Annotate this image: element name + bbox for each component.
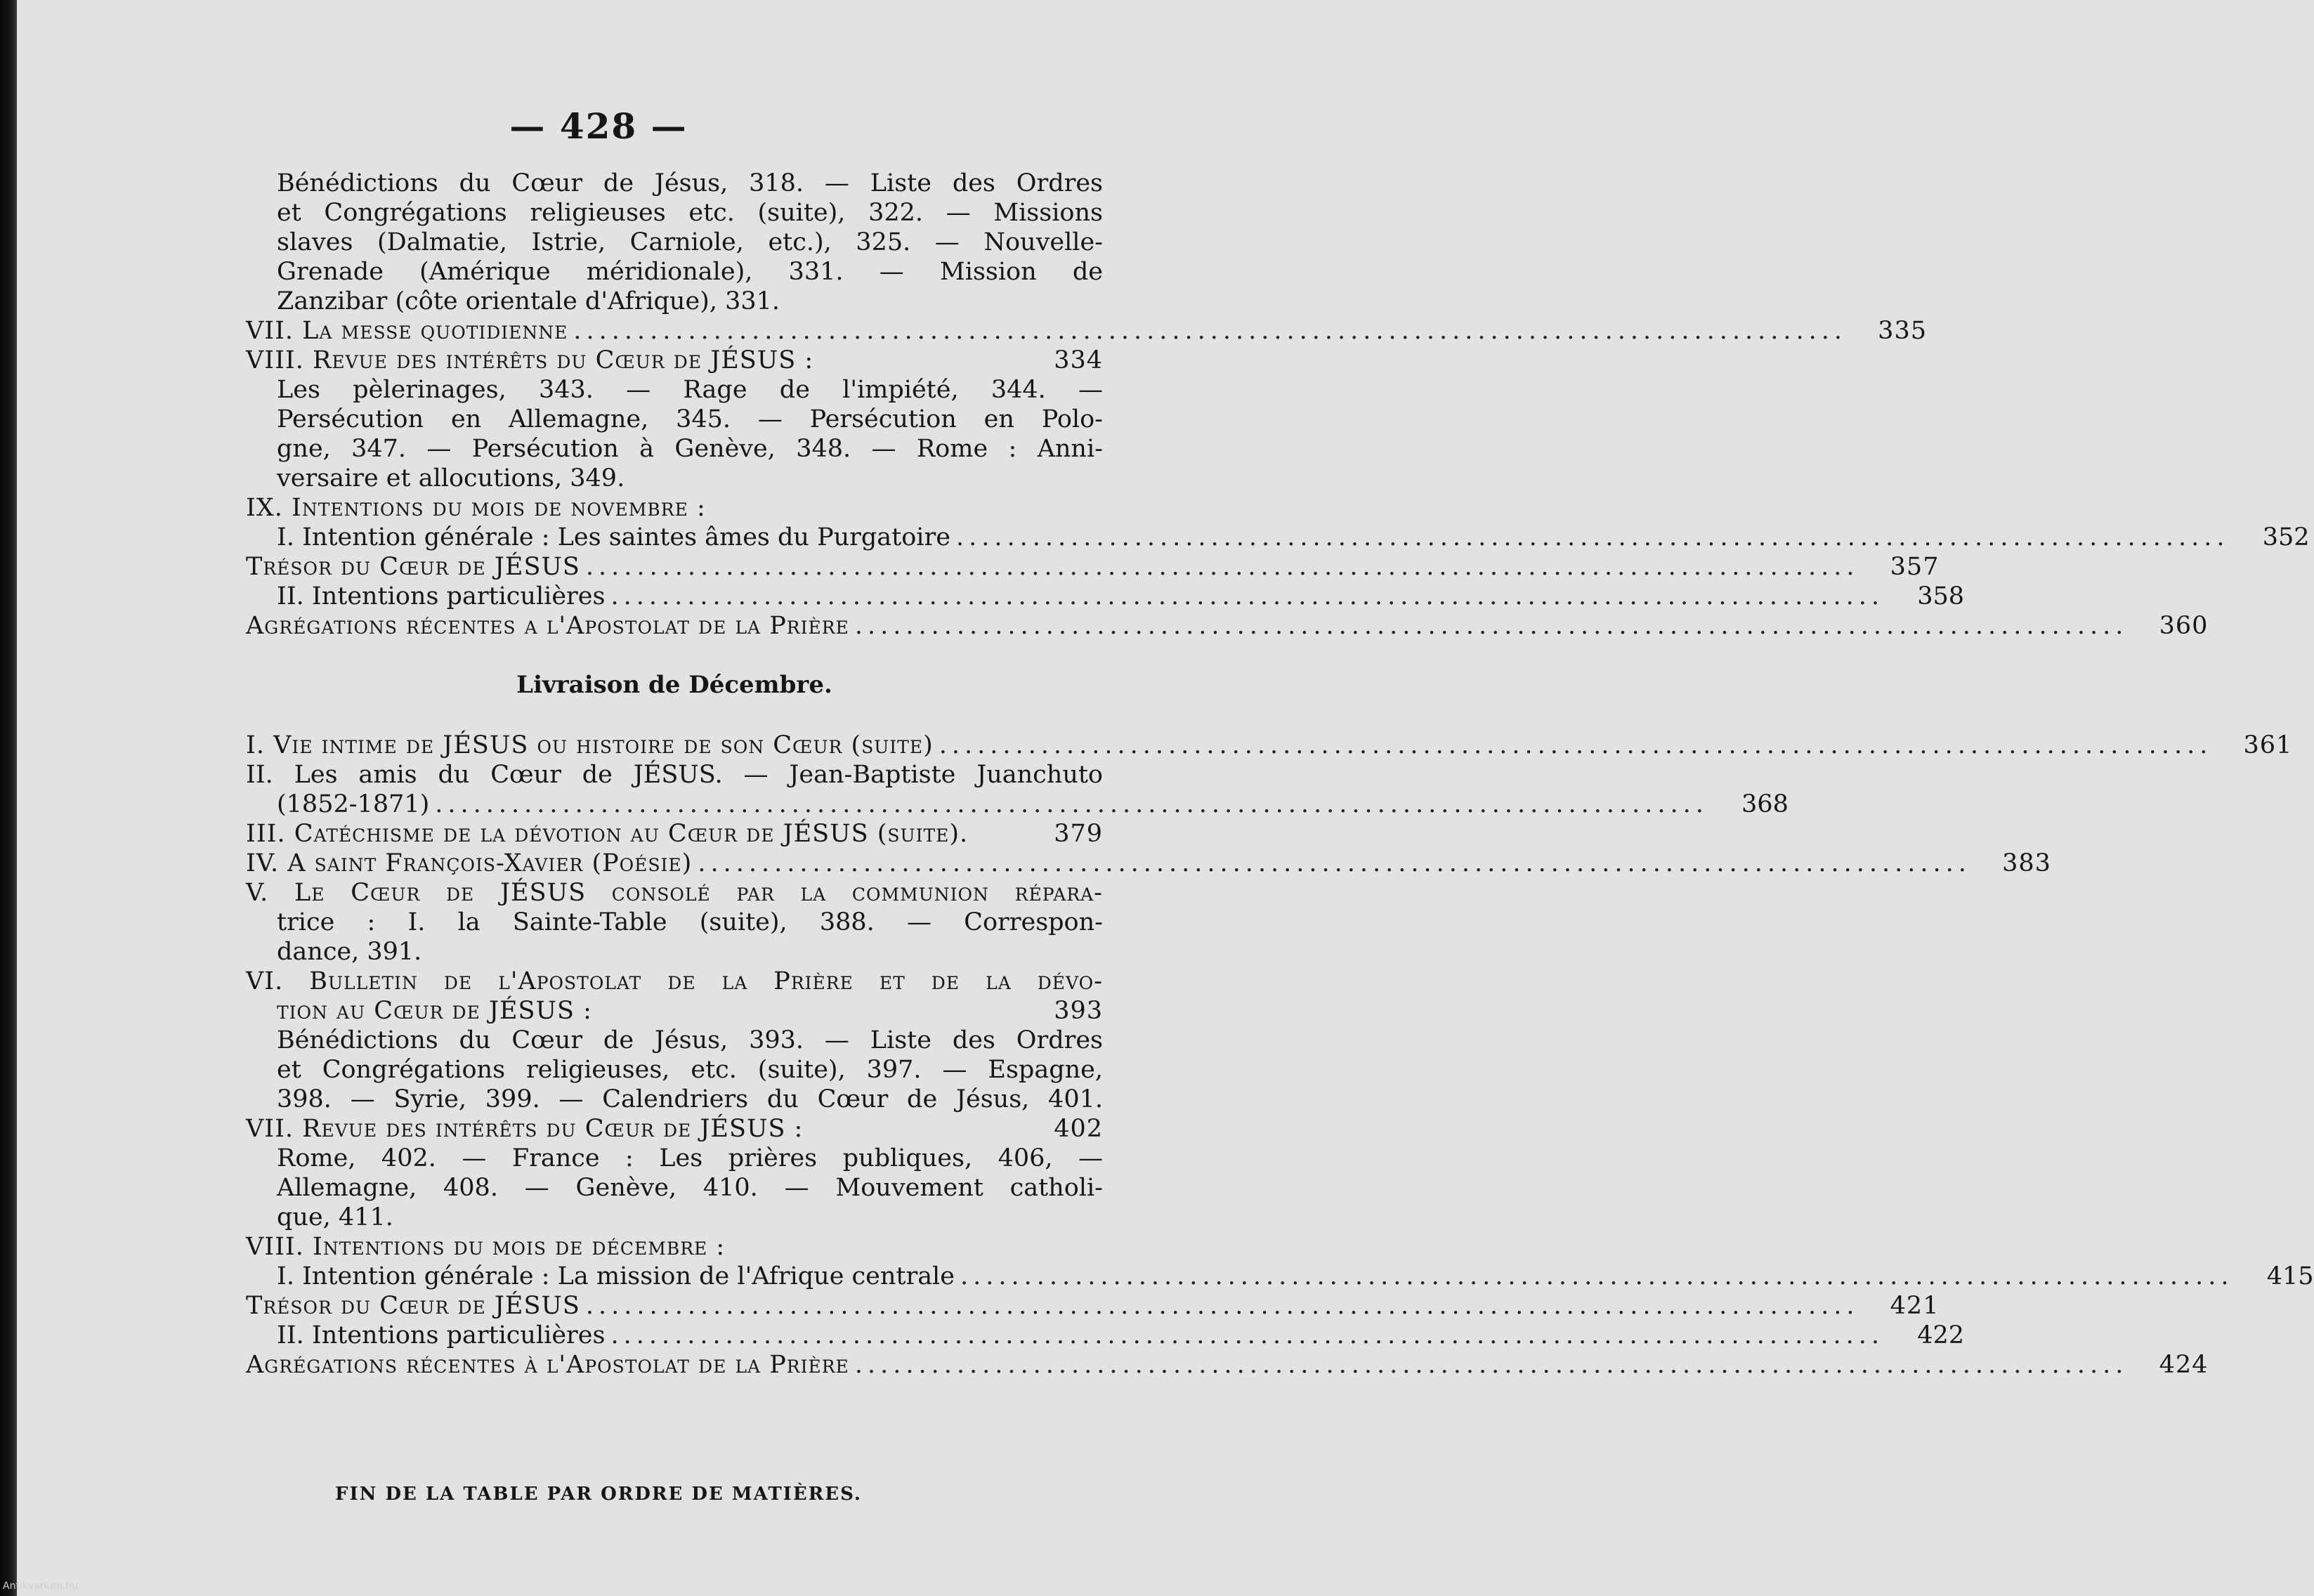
toc-entry — [246, 1114, 1103, 1144]
toc-entry-label: VII. Revue des intérêts du Cœur de JÉSUS : — [246, 1115, 804, 1143]
toc-line: V. Le Cœur de JÉSUS consolé par la communion répara- — [246, 879, 1103, 907]
toc-entry-label: II. Intentions particulières — [277, 1321, 606, 1349]
toc-line: versaire et allocutions, 349. — [277, 464, 625, 492]
toc-entry-page: 393 — [1054, 997, 1103, 1025]
toc-line: Rome, 402. — France : Les prières publiques, 406, — — [277, 1144, 1103, 1172]
toc-entry-label: II. Intentions particulières — [277, 582, 606, 610]
dot-leader: .................................................................................................... — [435, 790, 1708, 818]
toc-line: et Congrégations religieuses etc. (suite), 322. — Missions — [277, 199, 1103, 227]
toc-line: Zanzibar (côte orientale d'Afrique), 331. — [277, 287, 780, 315]
toc-line: que, 411. — [277, 1203, 393, 1231]
toc-entry-label: VIII. Revue des intérêts du Cœur de JÉSUS : — [246, 346, 814, 374]
toc-entry-page: 358 — [1917, 582, 1965, 610]
toc-entry-page: 383 — [2002, 849, 2051, 877]
toc-entry — [246, 346, 1103, 375]
toc-entry-page: 402 — [1054, 1115, 1103, 1143]
toc-entry-page: 415 — [2266, 1262, 2314, 1290]
toc-entry-label: IV. A saint François-Xavier (Poésie) — [246, 849, 693, 877]
toc-line: VIII. Intentions du mois de décembre : — [246, 1233, 726, 1261]
dot-leader: .................................................................................................... — [610, 582, 1885, 610]
toc-line: IX. Intentions du mois de novembre : — [246, 494, 706, 522]
toc-line: trice : I. la Sainte-Table (suite), 388. — Correspon- — [277, 908, 1103, 936]
book-spine-shadow — [0, 0, 17, 1596]
toc-entry — [246, 849, 2051, 878]
toc-entry — [246, 582, 1965, 611]
toc-line: Bénédictions du Cœur de Jésus, 393. — Liste des Ordres — [277, 1026, 1103, 1054]
toc-entry — [246, 819, 1103, 849]
toc-line: et Congrégations religieuses, etc. (suite), 397. — Espagne, — [277, 1056, 1103, 1084]
toc-entry — [246, 996, 1103, 1026]
toc-entry-page: 424 — [2159, 1351, 2209, 1379]
toc-entry-label: I. Intention générale : Les saintes âmes du Purgatoire — [277, 523, 950, 551]
toc-entry — [246, 1262, 2314, 1291]
table-of-contents — [246, 169, 2314, 1380]
toc-entry-label: Agrégations récentes a l'Apostolat de la Prière — [246, 612, 849, 640]
toc-entry-page: 379 — [1054, 820, 1103, 848]
dot-leader: .................................................................................................... — [960, 1262, 2234, 1290]
toc-entry — [246, 316, 1927, 346]
toc-entry-label: (1852-1871) — [277, 790, 430, 818]
toc-entry — [246, 611, 2209, 641]
toc-entry-page: 360 — [2159, 612, 2209, 640]
toc-entry — [246, 1350, 2209, 1380]
toc-entry-page: 352 — [2262, 523, 2310, 551]
toc-line: Bénédictions du Cœur de Jésus, 318. — Liste des Ordres — [277, 169, 1103, 197]
toc-line: slaves (Dalmatie, Istrie, Carniole, etc.), 325. — Nouvelle- — [277, 228, 1103, 256]
section-title: Livraison de Décembre. — [516, 671, 832, 699]
toc-entry-label: Trésor du Cœur de JÉSUS — [246, 1292, 580, 1320]
toc-entry-page: 368 — [1741, 790, 1789, 818]
toc-line: VI. Bulletin de l'Apostolat de la Prière et de la dévo- — [246, 967, 1103, 995]
watermark: Antikvarium.hu — [3, 1581, 79, 1592]
toc-entry-label: I. Intention générale : La mission de l'Afrique centrale — [277, 1262, 955, 1290]
toc-entry-page: 334 — [1054, 346, 1103, 374]
dot-leader: .................................................................................................... — [610, 1321, 1885, 1349]
toc-entry — [246, 731, 2293, 760]
toc-entry — [246, 523, 2310, 552]
toc-line: Les pèlerinages, 343. — Rage de l'impiété, 344. — — [277, 376, 1103, 404]
toc-line: II. Les amis du Cœur de JÉSUS. — Jean-Baptiste Juanchuto — [246, 761, 1103, 789]
toc-entry-page: 421 — [1890, 1292, 1940, 1320]
dot-leader: .................................................................................................... — [854, 1351, 2129, 1379]
toc-entry — [246, 1321, 1965, 1350]
dot-leader: .................................................................................................... — [955, 523, 2230, 551]
toc-entry — [246, 552, 1940, 582]
toc-entry — [246, 1291, 1940, 1321]
toc-line: 398. — Syrie, 399. — Calendriers du Cœur de Jésus, 401. — [277, 1085, 1103, 1113]
dot-leader: .................................................................................................... — [573, 317, 1847, 345]
dot-leader: .................................................................................................... — [939, 731, 2213, 759]
toc-line: dance, 391. — [277, 938, 422, 966]
dot-leader: .................................................................................................... — [585, 553, 1859, 581]
toc-entry-page: 335 — [1878, 317, 1927, 345]
dot-leader: .................................................................................................... — [585, 1292, 1859, 1320]
page-number: — 428 — — [509, 105, 688, 147]
toc-entry-label: tion au Cœur de JÉSUS : — [277, 997, 592, 1025]
end-of-table-note: FIN DE LA TABLE PAR ORDRE DE MATIÈRES. — [335, 1484, 862, 1505]
toc-entry-label: Agrégations récentes à l'Apostolat de la Prière — [246, 1351, 849, 1379]
toc-entry — [246, 790, 1789, 819]
dot-leader: .................................................................................................... — [854, 612, 2129, 640]
toc-entry-page: 422 — [1917, 1321, 1965, 1349]
toc-line: Allemagne, 408. — Genève, 410. — Mouvement catholi- — [277, 1174, 1103, 1202]
toc-entry-label: Trésor du Cœur de JÉSUS — [246, 553, 580, 581]
toc-entry-label: I. Vie intime de JÉSUS ou histoire de son Cœur (suite) — [246, 731, 934, 759]
toc-entry-page: 361 — [2243, 731, 2293, 759]
toc-entry-label: VII. La messe quotidienne — [246, 317, 568, 345]
toc-line: Grenade (Amérique méridionale), 331. — Mission de — [277, 258, 1103, 286]
toc-entry-label: III. Catéchisme de la dévotion au Cœur de JÉSUS (suite). — [246, 820, 969, 848]
toc-line: Persécution en Allemagne, 345. — Persécution en Polo- — [277, 405, 1103, 433]
toc-entry-page: 357 — [1890, 553, 1940, 581]
dot-leader: .................................................................................................... — [698, 849, 1971, 877]
toc-line: gne, 347. — Persécution à Genève, 348. — Rome : Anni- — [277, 435, 1103, 463]
